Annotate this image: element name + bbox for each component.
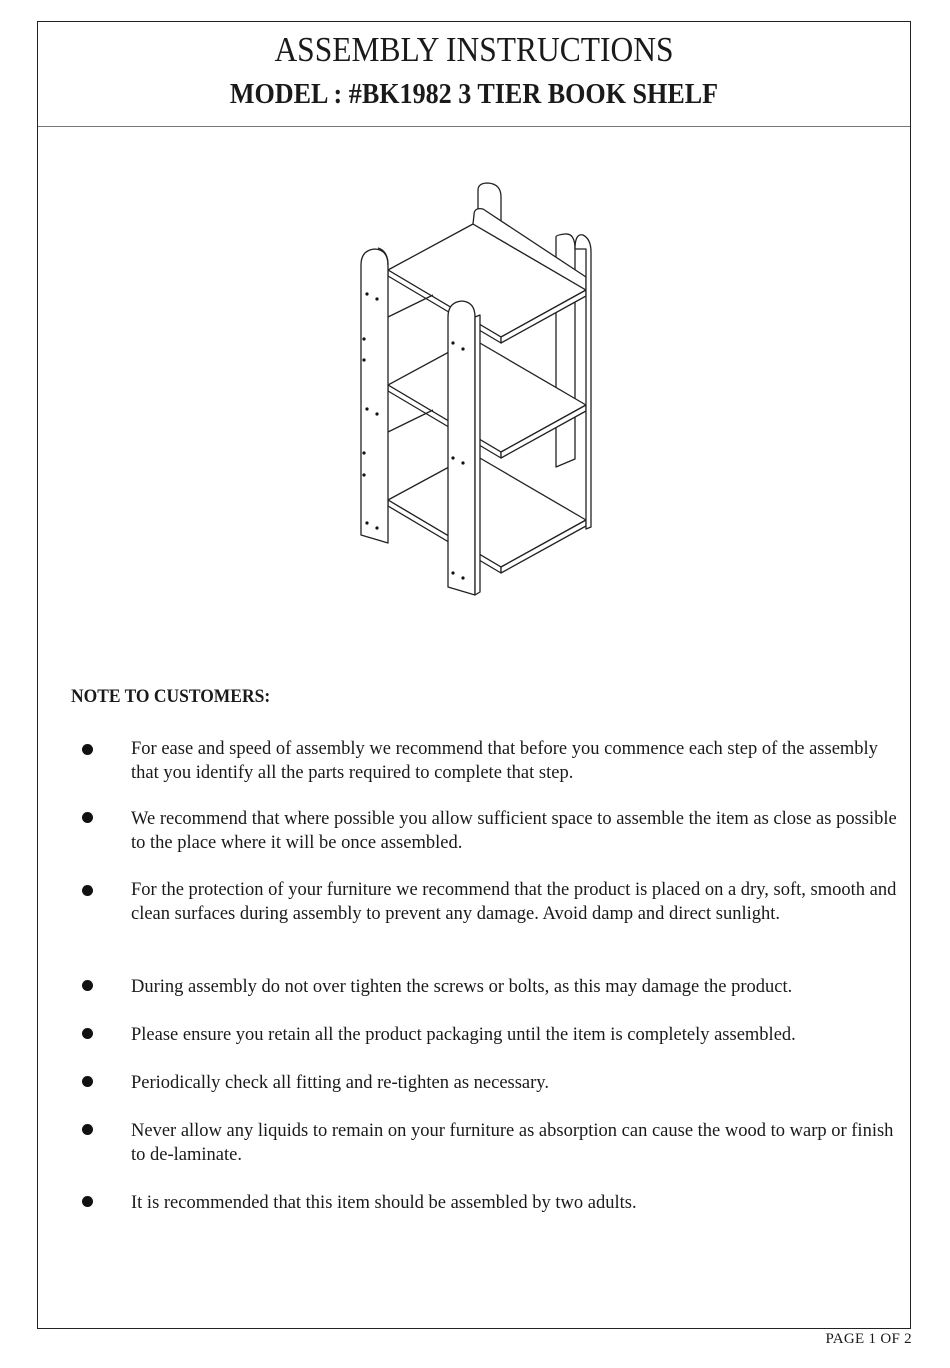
model-subtitle: MODEL : #BK1982 3 TIER BOOK SHELF: [229, 78, 719, 110]
note-text: Periodically check all fitting and re-tighten as necessary.: [131, 1073, 549, 1093]
bullet-icon: [82, 1124, 93, 1135]
note-text: Never allow any liquids to remain on your furniture as absorption can cause the wood to warp or finish to de-laminate.: [131, 1121, 894, 1165]
notes-heading: NOTE TO CUSTOMERS:: [71, 686, 271, 707]
bullet-icon: [82, 744, 93, 755]
note-text: During assembly do not over tighten the screws or bolts, as this may damage the product.: [131, 977, 793, 997]
note-text: For the protection of your furniture we recommend that the product is placed on a dry, soft, smooth and clean surfaces during assembly to prevent any damage. Avoid damp and direct sunlight.: [131, 880, 897, 924]
bullet-icon: [82, 812, 93, 823]
bookshelf-illustration-icon: [343, 177, 603, 597]
document-header: [38, 22, 910, 127]
bullet-icon: [82, 1076, 93, 1087]
page-number: PAGE 1 OF 2: [825, 1331, 912, 1347]
document-title: ASSEMBLY INSTRUCTIONS: [274, 30, 674, 69]
bullet-icon: [82, 1196, 93, 1207]
bullet-icon: [82, 885, 93, 896]
bullet-icon: [82, 980, 93, 991]
note-text: Please ensure you retain all the product packaging until the item is completely assembled.: [131, 1025, 796, 1045]
page-frame: [37, 21, 911, 1329]
note-text: For ease and speed of assembly we recommend that before you commence each step of the assembly that you identify all the parts required to complete that step.: [131, 739, 878, 783]
note-text: We recommend that where possible you allow sufficient space to assemble the item as close as possible to the place where it will be once assembled.: [131, 809, 897, 853]
note-text: It is recommended that this item should be assembled by two adults.: [131, 1193, 637, 1213]
bullet-icon: [82, 1028, 93, 1039]
